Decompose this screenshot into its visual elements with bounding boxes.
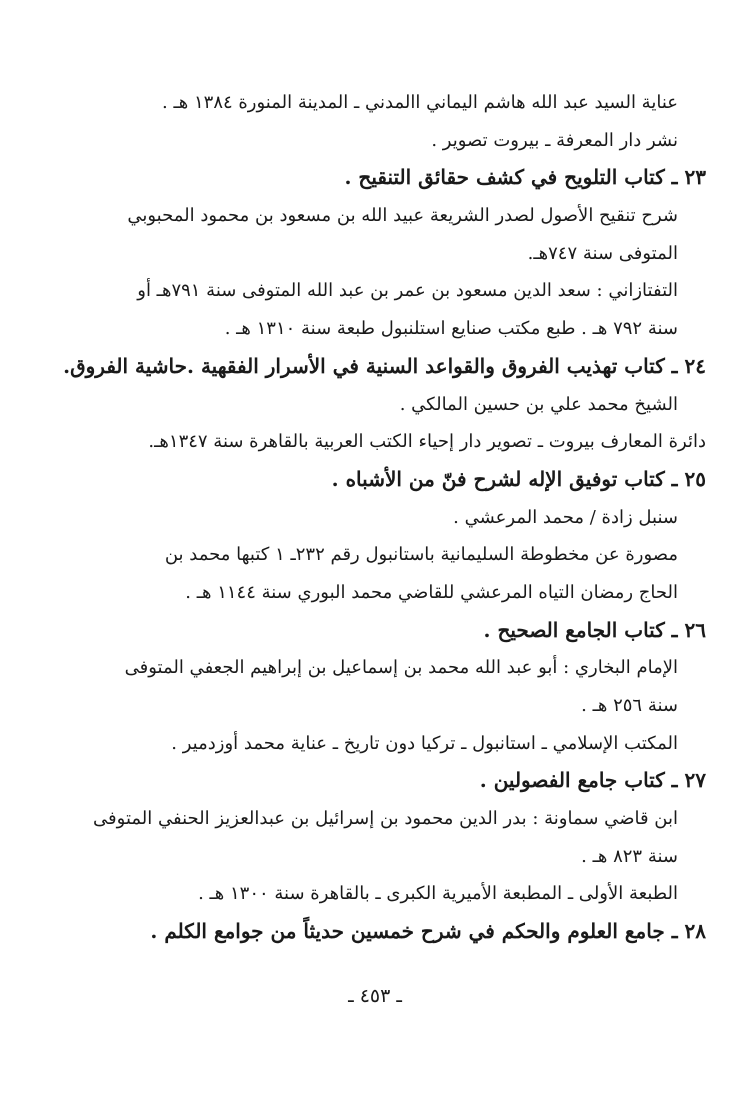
page-number: ـ ٤٥٣ ـ [348,985,402,1007]
entry-22-publisher-line: نشر دار المعرفة ـ بيروت تصوير . [431,129,678,151]
entry-23-description-line-1: شرح تنقيح الأصول لصدر الشريعة عبيد الله بن مسعود بن محمود المحبوبي [127,205,678,227]
entry-24-title: ٢٤ ـ كتاب تهذيب الفروق والقواعد السنية في الأسرار الفقهية .حاشية الفروق. [63,353,706,378]
entry-24-author-line: الشيخ محمد علي بن حسين المالكي . [399,393,678,415]
entry-25-title: ٢٥ ـ كتاب توفيق الإله لشرح فنّ من الأشباه . [331,466,706,491]
entry-26-title: ٢٦ ـ كتاب الجامع الصحيح . [483,617,706,642]
entry-25-manuscript-line-1: مصورة عن مخطوطة السليمانية باستانبول رقم ٢٣٢ـ ١ كتبها محمد بن [164,544,678,566]
document-body [40,84,706,951]
entry-27-title: ٢٧ ـ كتاب جامع الفصولين . [479,768,706,793]
entry-27-author-line-1: ابن قاضي سماونة : بدر الدين محمود بن إسرائيل بن عبدالعزيز الحنفي المتوفى [93,808,678,830]
entry-27-author-line-2: سنة ٨٢٣ هـ . [581,845,678,867]
entry-25-author-line: سنبل زادة / محمد المرعشي . [453,506,678,528]
entry-26-publisher-line: المكتب الإسلامي ـ استانبول ـ تركيا دون تاريخ ـ عناية محمد أوزدمير . [171,732,678,754]
entry-28-title: ٢٨ ـ جامع العلوم والحكم في شرح خمسين حديثاً من جوامع الكلم . [150,919,706,944]
entry-27-publisher-line: الطبعة الأولى ـ المطبعة الأميرية الكبرى ـ بالقاهرة سنة ١٣٠٠ هـ . [198,883,678,905]
entry-23-author-line-2: سنة ٧٩٢ هـ . طبع مكتب صنايع استلنبول طبعة سنة ١٣١٠ هـ . [224,318,678,340]
entry-25-manuscript-line-2: الحاج رمضان التياه المرعشي للقاضي محمد البوري سنة ١١٤٤ هـ . [185,581,678,603]
entry-23-author-line-1: التفتازاني : سعد الدين مسعود بن عمر بن عبد الله المتوفى سنة ٧٩١هـ أو [137,280,678,302]
entry-26-author-line-2: سنة ٢٥٦ هـ . [581,695,678,716]
entry-26-author-line-1: الإمام البخاري : أبو عبد الله محمد بن إسماعيل بن إبراهيم الجعفي المتوفى [124,657,678,679]
entry-22-editor-line: عناية السيد عبد الله هاشم اليماني االمدني ـ المدينة المنورة ١٣٨٤ هـ . [162,92,678,113]
entry-23-description-line-2: المتوفى سنة ٧٤٧هـ. [527,242,678,264]
entry-24-publisher-line: دائرة المعارف بيروت ـ تصوير دار إحياء الكتب العربية بالقاهرة سنة ١٣٤٧هـ. [148,431,706,453]
entry-23-title: ٢٣ ـ كتاب التلويح في كشف حقائق التنقيح . [344,165,706,190]
